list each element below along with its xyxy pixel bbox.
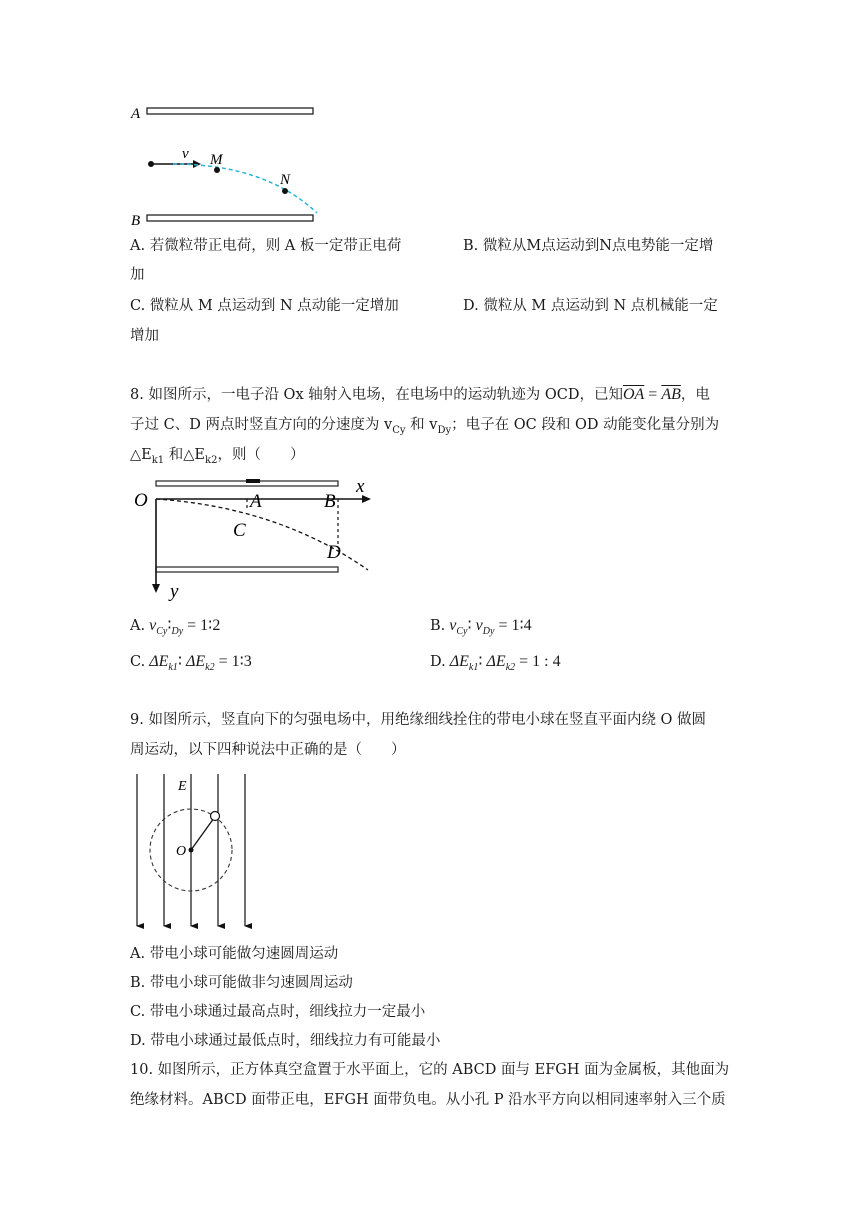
- q7-figure: [125, 98, 325, 228]
- q9-stem-line1: 9. 如图所示，竖直向下的匀强电场中，用绝缘细线拴住的带电小球在竖直平面内绕 O 做圆: [130, 712, 707, 728]
- point-n: [282, 188, 288, 194]
- label-a: A: [250, 491, 262, 512]
- y-axis-arrowhead: [152, 584, 160, 593]
- label-d: D: [327, 542, 341, 563]
- q8-stem-tail: ，电: [680, 387, 710, 403]
- string: [191, 818, 214, 850]
- q9-option-c[interactable]: C. 带电小球通过最高点时，细线拉力一定最小: [130, 1004, 426, 1020]
- label-m: M: [210, 152, 223, 168]
- q8-option-a[interactable]: A. $v_{Cy}∶_{Dy}$ = 1∶2: [130, 617, 221, 638]
- q7-option-d-continuation: 增加: [130, 328, 159, 344]
- plate-b: [147, 215, 313, 221]
- label-c: C: [233, 520, 246, 541]
- label-y: y: [170, 581, 179, 602]
- label-o: O: [134, 490, 148, 511]
- label-e: E: [178, 779, 187, 794]
- q9-option-b[interactable]: B. 带电小球可能做非匀速圆周运动: [130, 975, 353, 991]
- plate-a: [147, 108, 313, 114]
- q8-option-d[interactable]: D. $\Delta E_{k1}∶$ $\Delta E_{k2} = 1$ : 4: [430, 653, 561, 674]
- trajectory-curve: [173, 164, 317, 213]
- q9-option-d[interactable]: D. 带电小球通过最低点时，细线拉力有可能最小: [130, 1033, 441, 1049]
- q9-figure: [128, 770, 258, 930]
- q8-stem-line3: $\triangle E_{k1}$ 和$\triangle E_{k2}$，则（ ）: [130, 447, 305, 466]
- q8-option-c[interactable]: C. $\Delta E_{k1}∶$ $\Delta E_{k2}$ = 1∶3: [130, 653, 252, 674]
- q8-stem-line1: [130, 385, 710, 405]
- q10-stem-line2: 绝缘材料。ABCD 面带正电，EFGH 面带负电。从小孔 P 沿水平方向以相同速率射入三个质: [130, 1092, 726, 1108]
- q10-stem-line1: 10. 如图所示，正方体真空盒置于水平面上，它的 ABCD 面与 EFGH 面为金属板，其他面为: [130, 1062, 730, 1078]
- q7-option-d[interactable]: D. 微粒从 M 点运动到 N 点机械能一定: [463, 298, 718, 314]
- label-plate-a: A: [131, 106, 141, 122]
- label-n: N: [280, 172, 291, 188]
- q7-option-a-continuation: 加: [130, 267, 145, 283]
- label-x: x: [356, 476, 365, 497]
- small-hole-mark: [246, 479, 260, 483]
- q9-option-a[interactable]: A. 带电小球可能做匀速圆周运动: [130, 946, 339, 962]
- q8-stem-line2: 子过 C、D 两点时竖直方向的分速度为 $v_{Cy}$ 和 $v_{Dy}$；电子在 OC 段和 OD 动能变化量分别为: [130, 417, 720, 436]
- lower-plate: [156, 567, 338, 572]
- q8-vector-oa: $\overline{OA} = \overline{AB}$: [622, 386, 681, 403]
- q7-option-a[interactable]: A. 若微粒带正电荷，则 A 板一定带正电荷: [130, 238, 402, 254]
- center-o: [189, 848, 194, 853]
- charged-ball: [211, 812, 220, 821]
- q7-option-c[interactable]: C. 微粒从 M 点运动到 N 点动能一定增加: [130, 298, 399, 314]
- q8-figure: [128, 472, 388, 602]
- label-b: B: [324, 491, 336, 512]
- label-plate-b: B: [131, 213, 141, 228]
- label-v: v: [182, 146, 189, 162]
- q9-stem-line2: 周运动，以下四种说法中正确的是（ ）: [130, 742, 406, 758]
- start-point: [148, 161, 154, 167]
- q8-stem-text: 8. 如图所示，一电子沿 Ox 轴射入电场，在电场中的运动轨迹为 OCD，已知: [130, 387, 623, 403]
- label-center-o: O: [176, 844, 187, 859]
- q8-option-b[interactable]: B. $v_{Cy}∶$ $v_{Dy}$ = 1∶4: [430, 617, 532, 638]
- q7-option-b[interactable]: B. 微粒从M点运动到N点电势能一定增: [463, 238, 714, 254]
